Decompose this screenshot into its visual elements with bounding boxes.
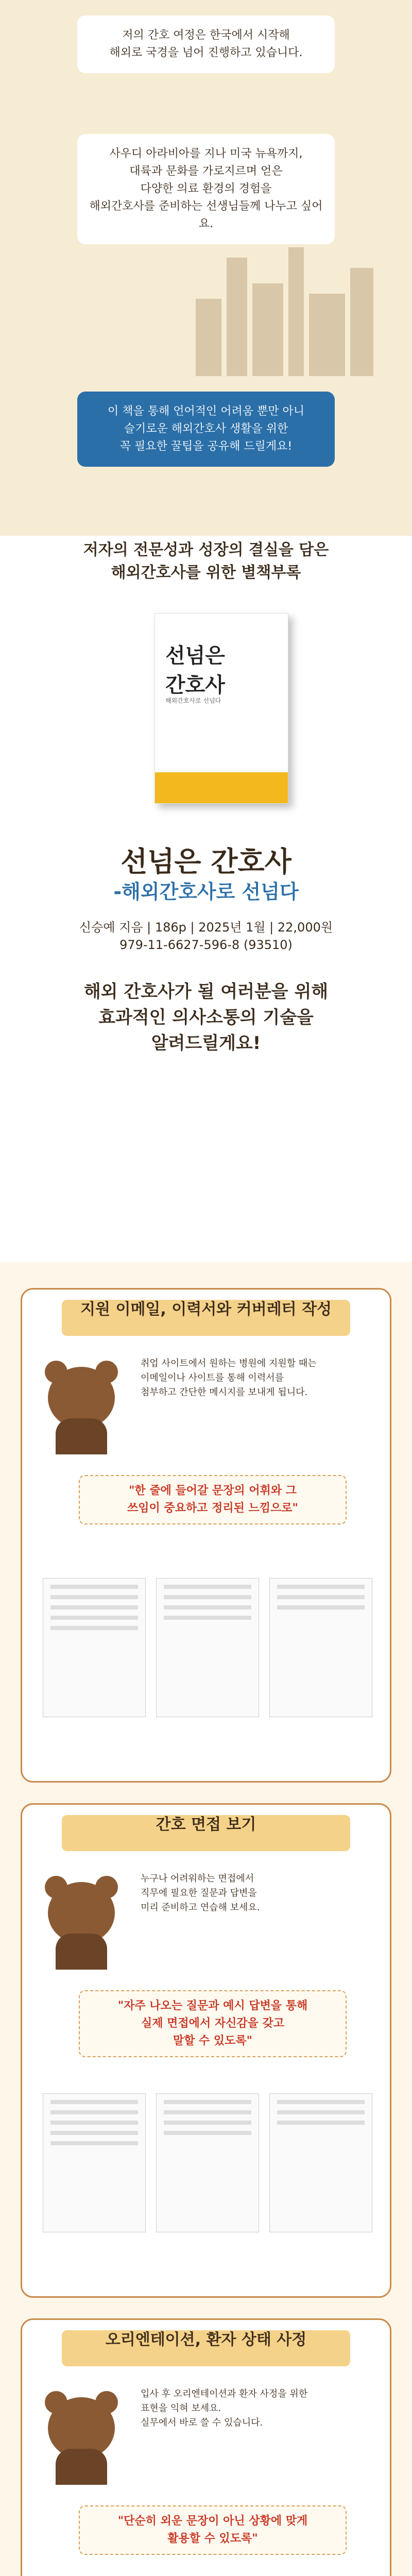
bear-icon: [38, 1872, 125, 1970]
book-section: [0, 587, 412, 1262]
book-title: 선넘은 간호사: [121, 845, 291, 878]
book-subtitle: -해외간호사로 선넘다: [113, 880, 299, 903]
feature-card: [21, 2318, 391, 2576]
sample-pages: [43, 1578, 372, 1717]
feature-highlight: "단순히 외운 문장이 아닌 상황에 맞게 활용할 수 있도록": [79, 2505, 347, 2555]
bear-icon: [38, 1357, 125, 1454]
feature-title: 오리엔테이션, 환자 상태 사정: [62, 2330, 350, 2366]
intro-bubble-3: 이 책을 통해 언어적인 어려움 뿐만 아니 슬기로운 해외간호사 생활을 위한 꼭 필요한 꿀팁을 공유해 드릴게요!: [77, 392, 335, 467]
feature-card: [21, 1288, 391, 1783]
city-skyline-illustration: [196, 242, 412, 376]
sample-page: [269, 2093, 372, 2232]
feature-text: 누구나 어려워하는 면접에서 직무에 필요한 질문과 답변을 미리 준비하고 연습해 보세요.: [141, 1873, 260, 1913]
feature-title: 간호 면접 보기: [62, 1815, 350, 1851]
intro-bubble-1: 저의 간호 여정은 한국에서 시작해 해외로 국경을 넘어 진행하고 있습니다.: [77, 15, 335, 73]
intro-bubble-2: 사우디 아라비아를 지나 미국 뉴욕까지, 대륙과 문화를 가로지르며 얻은 다양한 의료 환경의 경험을 해외간호사를 준비하는 선생님들께 나누고 싶어요.: [77, 134, 335, 244]
appendix-banner: 저자의 전문성과 성장의 결실을 담은 해외간호사를 위한 별책부록: [0, 536, 412, 587]
sample-page: [156, 2093, 259, 2232]
feature-text: 취업 사이트에서 원하는 병원에 지원할 때는 이메일이나 사이트를 통해 이력서를 첨부하고 간단한 메시지를 보내게 됩니다.: [141, 1358, 317, 1398]
cover-title: 선넘은 간호사: [165, 644, 225, 697]
sample-page: [43, 2093, 146, 2232]
book-cover: [154, 613, 288, 804]
bear-icon: [38, 2387, 125, 2485]
intro-section: [0, 0, 412, 536]
sample-page: [43, 1578, 146, 1717]
handwritten-promise: 해외 간호사가 될 여러분을 위해 효과적인 의사소통의 기술을 알려드릴게요!: [83, 981, 329, 1054]
feature-title: 지원 이메일, 이력서와 커버레터 작성: [62, 1300, 350, 1336]
cover-subtitle: 해외간호사로 선넘다: [165, 697, 221, 704]
sample-page: [156, 1578, 259, 1717]
feature-highlight: "한 줄에 들어갈 문장의 어휘와 그 쓰임이 중요하고 정리된 느낌으로": [79, 1475, 347, 1524]
cover-band: [155, 772, 288, 803]
feature-highlight: "자주 나오는 질문과 예시 답변을 통해 실제 면접에서 자신감을 갖고 말할 수 있도록": [79, 1990, 347, 2057]
book-isbn: 979-11-6627-596-8 (93510): [119, 938, 293, 952]
feature-text: 입사 후 오리엔테이션과 환자 사정을 위한 표현을 익혀 보세요. 실무에서 바로 쓸 수 있습니다.: [141, 2388, 308, 2428]
book-meta: 신승예 지음 | 186p | 2025년 1월 | 22,000원: [79, 920, 333, 935]
sample-pages: [43, 2093, 372, 2232]
feature-card: [21, 1803, 391, 2298]
sample-page: [269, 1578, 372, 1717]
